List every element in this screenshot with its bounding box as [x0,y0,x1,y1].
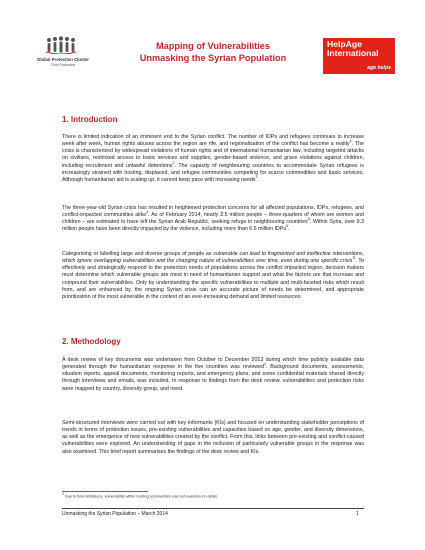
methodology-heading: 2. Methodology [62,337,121,346]
footer-rule [62,508,364,509]
method-paragraph-2: Semi-structured interviews were carried out with key informants (KIs) and focused on understanding stakeholder perceptions of trends in terms of protection issues, pre-existing vulnerabilities and capacities based on age, gender, and diversity dimensions, as well as the emergence of new vulnerabilities created by the conflict. From this, links between pre-existing and conflict-caused vulnerabilities were explored. An understanding of gaps in the inclusion of particularly vulnerable groups in the response was also examined. This brief report summarises the findings of the desk review and KIs. [62,420,364,455]
title-line-1: Mapping of Vulnerabilities [156,41,270,51]
intro-paragraph-2: The three-year-old Syrian crisis has resulted in heightened protection concerns for all affected populations, IDPs, refugees, and conflict-impacted communities alike$^4$. As of February 2014, nearly 2.5 million people – three-quarters of whom are women and children – are estimated to have left the Syrian Arab Republic, seeking refuge in neighbouring countries$^5$. Within Syria, over 9.3 million people have been directly impacted by the violence, including more than 6.5 million IDPs$^6$. [62,205,365,233]
footer-text: Unmasking the Syrian Population – March 2014 [62,511,168,517]
method-paragraph-1: A desk review of key documents was undertaken from October to December 2013 during which time publicly available data generated through the humanitarian response in the five countries was reviewed$^1$. Background documents, assessments, situation reports, appeal documents, monitoring reports, and emergency plans, and some confidential materials shared directly through interviews and emails, was included. In response to findings from the desk review, vulnerabilities and protection risks were mapped by country, diversity group, and need. [62,357,365,392]
intro-paragraph-1: There is limited indication of an imminent end to the Syrian conflict. The number of IDPs and refugees continues to increase week after week, human rights abuses across the region are rife, and regionalisation of the conflict has become a reality$^1$. The crisis is characterized by widespread violations of human rights and of international humanitarian law, including targeted attacks on civilians, restricted access to basic services and supplies, gender-based violence, and grave violations against children, including recruitment and unlawful detentions$^2$. The capacity of neighbouring countries to accommodate Syrian refugees is increasingly strained with hosting, displaced, and refugee communities competing for scarce commodities and basic services. Although humanitarian aid is scaling up, it cannot keep pace with increasing needs$^3$. [62,134,364,183]
introduction-heading: 1. Introduction [62,115,118,124]
partner-name-line-2: International [327,48,379,58]
org-name: Global Protection Cluster [37,57,89,62]
intro-paragraph-3: Categorising or labelling large and diverse groups of people as vulnerable can lead to fragmented and ineffective interventions, which ignore overlapping vulnerabilities and the changing nature of vulnerabilities over time, even during one specific crisis$^{”8}$. To effectively and strategically respond to the protection needs of populations across the conflict impacted region, decision makers must determine which vulnerable groups are most in need of humanitarian support and what the factors are that increase and compound their vulnerabilities. Only by understanding the specific vulnerabilities to multiple and multi-faceted risks which result from, and are enhanced by, the ongoing Syrian crisis can an accurate picture of needs be determined, and appropriate prioritization of the most vulnerable in the context of an ever-increasing demand and limited resources. [62,251,365,300]
people-icon [44,36,78,54]
page-number: 1 [356,511,359,517]
document-title [118,40,308,64]
org-subname: Child Protection [50,63,76,67]
partner-tagline: age helps [367,65,391,71]
global-protection-cluster-logo [30,36,90,80]
helpage-international-logo [323,38,395,74]
footnote: $^1$ Due to time limitations, vulnerability within hosting communities was not examined in detail. [62,492,218,499]
footnote-rule [62,491,148,492]
title-line-2: Unmasking the Syrian Population [139,53,287,63]
partner-name-line-1: HelpAge [327,39,362,49]
